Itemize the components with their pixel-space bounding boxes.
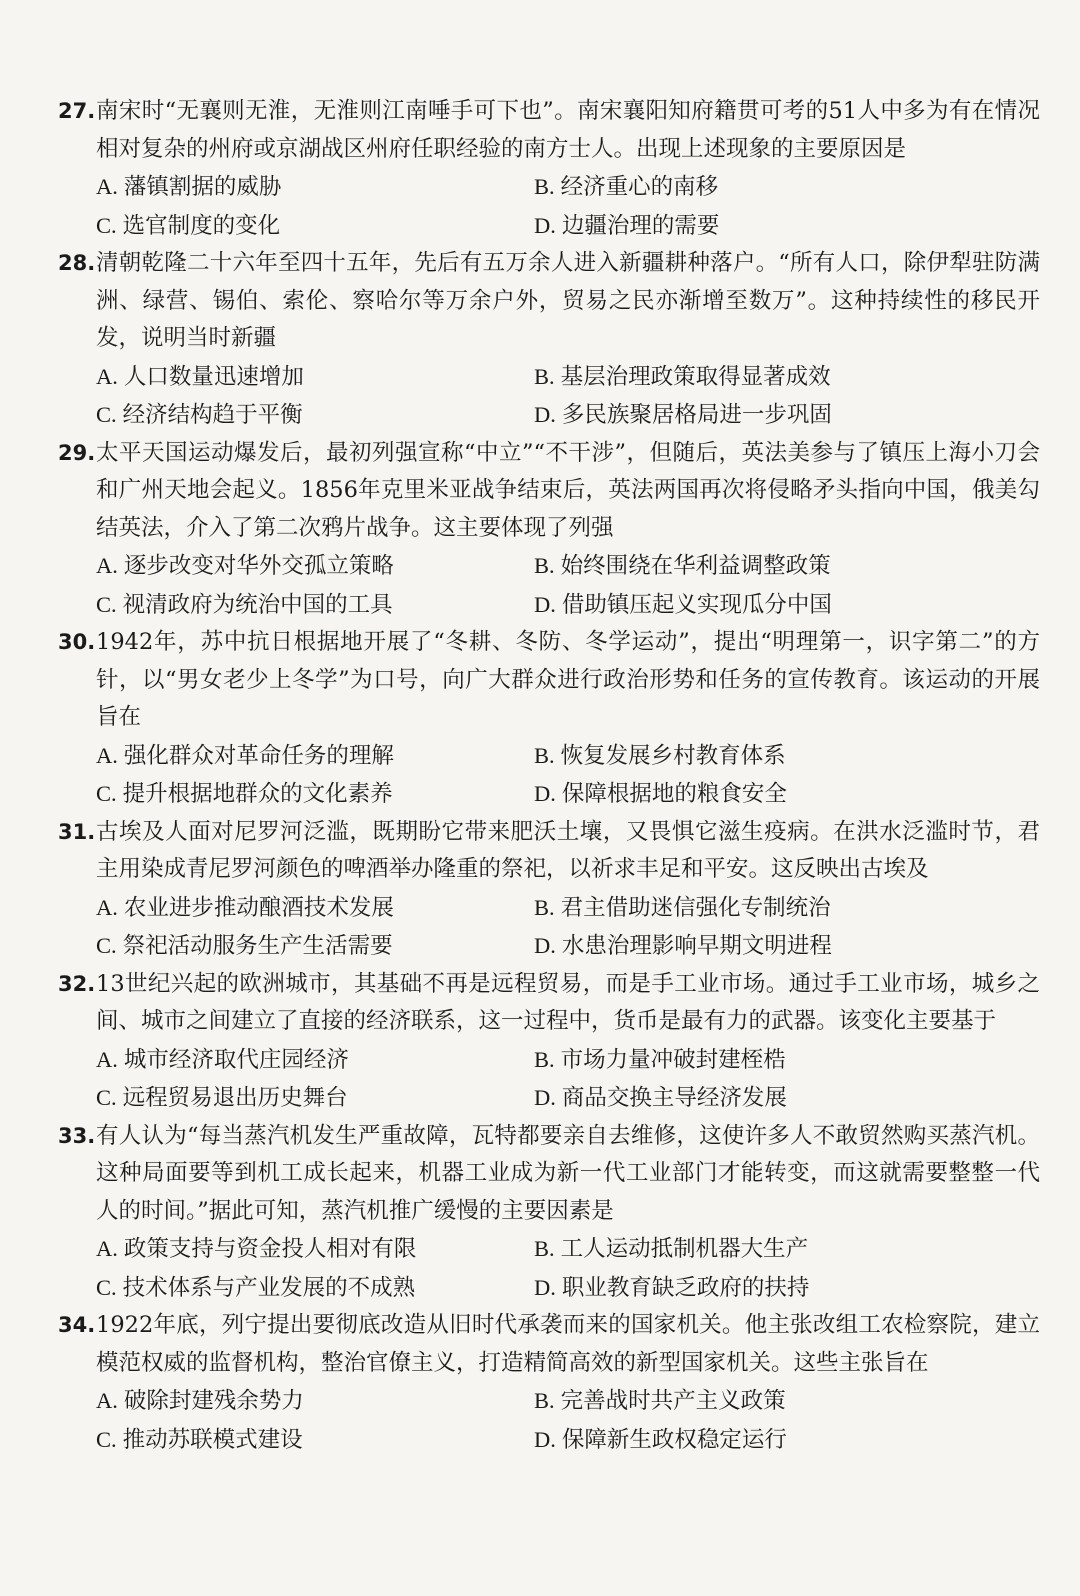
question-stem	[58, 624, 1040, 737]
option-letter: D.	[534, 933, 556, 958]
question-stem	[58, 1307, 1040, 1382]
question-text: 1942年，苏中抗日根据地开展了“冬耕、冬防、冬学运动”，提出“明理第一，识字第二”的方针，以“男女老少上冬学”为口号，向广大群众进行政治形势和任务的宣传教育。该运动的开展旨在	[96, 629, 1040, 730]
question-number: 31.	[58, 819, 96, 844]
option-letter: B.	[534, 894, 555, 920]
option-text: 商品交换主导经济发展	[561, 1085, 787, 1111]
question-stem	[58, 93, 1040, 168]
option-letter: C.	[96, 591, 117, 617]
option-letter: C.	[96, 402, 117, 427]
option-text: 政策支持与资金投人相对有限	[123, 1236, 417, 1262]
question-stem	[58, 1118, 1040, 1231]
option-text: 强化群众对革命任务的理解	[123, 742, 394, 769]
option-letter: B.	[534, 1388, 555, 1413]
option-text: 技术体系与产业发展的不成熟	[122, 1274, 416, 1301]
answer-option[interactable]	[534, 1230, 1040, 1269]
question-text: 有人认为“每当蒸汽机发生严重故障，瓦特都要亲自去维修，这使许多人不敢贸然购买蒸汽机。这种局面要等到机工成长起来，机器工业成为新一代工业部门才能转变，而这就需要整整一代人的时间。”据此可知，蒸汽机推广缓慢的主要因素是	[96, 1122, 1040, 1224]
answer-option[interactable]	[96, 889, 534, 928]
option-letter: A.	[96, 1236, 118, 1261]
option-letter: A.	[96, 174, 118, 199]
answer-option[interactable]	[96, 775, 534, 814]
option-letter: B.	[534, 1236, 555, 1261]
answer-option[interactable]	[96, 1230, 534, 1269]
question-text: 13世纪兴起的欧洲城市，其基础不再是远程贸易，而是手工业市场。通过手工业市场，城乡之间、城市之间建立了直接的经济联系，这一过程中，货币是最有力的武器。该变化主要基于	[96, 970, 1040, 1034]
option-letter: C.	[96, 933, 117, 958]
option-letter: D.	[534, 402, 556, 427]
answer-option[interactable]	[534, 889, 1040, 928]
option-letter: C.	[96, 1085, 117, 1110]
answer-option[interactable]	[534, 1079, 1040, 1118]
question-number: 33.	[58, 1123, 96, 1148]
question-stem	[58, 814, 1040, 889]
question-30	[58, 624, 1040, 814]
answer-option[interactable]	[534, 775, 1040, 814]
question-number: 28.	[58, 251, 96, 275]
option-list	[58, 358, 1040, 435]
option-letter: A.	[96, 1388, 118, 1413]
question-28	[58, 245, 1040, 435]
option-text: 市场力量冲破封建桎梏	[560, 1046, 786, 1073]
option-text: 工人运动抵制机器大生产	[560, 1236, 809, 1262]
question-number: 29.	[58, 440, 96, 465]
option-text: 祭祀活动服务生产生活需要	[122, 933, 393, 959]
answer-option[interactable]	[534, 927, 1040, 966]
option-text: 保障根据地的粮食安全	[561, 781, 787, 807]
option-text: 提升根据地群众的文化素养	[122, 781, 393, 807]
question-32	[58, 966, 1040, 1118]
option-text: 城市经济取代庄园经济	[123, 1046, 349, 1073]
option-text: 君主借助迷信强化专制统治	[560, 894, 831, 921]
question-34	[58, 1307, 1040, 1459]
option-text: 完善战时共产主义政策	[560, 1388, 786, 1414]
answer-option[interactable]	[534, 207, 1040, 246]
option-list	[58, 737, 1040, 814]
answer-option[interactable]	[96, 168, 534, 207]
option-letter: A.	[96, 363, 118, 389]
option-text: 职业教育缺乏政府的扶持	[561, 1274, 810, 1301]
answer-option[interactable]	[96, 737, 534, 776]
question-text: 清朝乾隆二十六年至四十五年，先后有五万余人进入新疆耕种落户。“所有人口，除伊犁驻防满洲、绿营、锡伯、索伦、察哈尔等万余户外，贸易之民亦渐增至数万”。这种持续性的移民开发，说明当时新疆	[96, 250, 1040, 351]
exam-page	[58, 93, 1040, 1459]
answer-option[interactable]	[534, 1269, 1040, 1308]
option-list	[58, 168, 1040, 245]
option-text: 藩镇割据的威胁	[123, 174, 282, 200]
option-letter: D.	[534, 1085, 556, 1110]
answer-option[interactable]	[96, 1041, 534, 1080]
option-letter: C.	[96, 1426, 117, 1452]
answer-option[interactable]	[534, 737, 1040, 776]
question-stem	[58, 435, 1040, 548]
question-number: 32.	[58, 971, 96, 996]
question-number: 34.	[58, 1313, 96, 1337]
question-number: 27.	[58, 99, 96, 123]
answer-option[interactable]	[534, 1382, 1040, 1421]
answer-option[interactable]	[96, 1079, 534, 1118]
answer-option[interactable]	[96, 1382, 534, 1421]
option-list	[58, 1041, 1040, 1118]
option-text: 借助镇压起义实现瓜分中国	[561, 591, 832, 618]
option-letter: B.	[534, 742, 555, 768]
question-text: 古埃及人面对尼罗河泛滥，既期盼它带来肥沃土壤，又畏惧它滋生疫病。在洪水泛滥时节，君主用染成青尼罗河颜色的啤酒举办隆重的祭祀，以祈求丰足和平安。这反映出古埃及	[96, 818, 1040, 882]
option-text: 基层治理政策取得显著成效	[560, 363, 831, 390]
answer-option[interactable]	[96, 547, 534, 586]
option-letter: A.	[96, 894, 118, 920]
answer-option[interactable]	[534, 396, 1040, 435]
option-text: 人口数量迅速增加	[123, 363, 304, 390]
answer-option[interactable]	[96, 1269, 534, 1308]
option-letter: B.	[534, 1046, 555, 1072]
question-number: 30.	[58, 630, 96, 654]
option-text: 始终围绕在华利益调整政策	[560, 553, 831, 579]
option-text: 视清政府为统治中国的工具	[122, 591, 393, 618]
option-list	[58, 547, 1040, 624]
option-letter: B.	[534, 553, 555, 578]
question-29	[58, 435, 1040, 625]
question-text: 南宋时“无襄则无淮，无淮则江南唾手可下也”。南宋襄阳知府籍贯可考的51人中多为有在情况相对复杂的州府或京湖战区州府任职经验的南方士人。出现上述现象的主要原因是	[96, 98, 1040, 162]
option-letter: A.	[96, 1046, 118, 1072]
option-text: 破除封建残余势力	[123, 1388, 304, 1414]
option-letter: A.	[96, 553, 118, 578]
option-letter: B.	[534, 363, 555, 389]
answer-option[interactable]	[534, 168, 1040, 207]
option-text: 农业进步推动酿酒技术发展	[123, 894, 394, 921]
option-list	[58, 889, 1040, 966]
option-text: 经济重心的南移	[560, 174, 719, 200]
question-stem	[58, 966, 1040, 1041]
option-letter: B.	[534, 174, 555, 199]
option-letter: D.	[534, 212, 556, 238]
option-letter: C.	[96, 781, 117, 806]
answer-option[interactable]	[96, 586, 534, 625]
answer-option[interactable]	[96, 207, 534, 246]
option-text: 推动苏联模式建设	[122, 1426, 303, 1453]
answer-option[interactable]	[96, 396, 534, 435]
option-text: 逐步改变对华外交孤立策略	[123, 553, 394, 579]
option-list	[58, 1230, 1040, 1307]
answer-option[interactable]	[96, 1421, 534, 1460]
question-27	[58, 93, 1040, 245]
answer-option[interactable]	[96, 358, 534, 397]
option-letter: D.	[534, 1274, 556, 1300]
option-text: 边疆治理的需要	[561, 212, 720, 239]
question-text: 1922年底，列宁提出要彻底改造从旧时代承袭而来的国家机关。他主张改组工农检察院，建立模范权威的监督机构，整治官僚主义，打造精简高效的新型国家机关。这些主张旨在	[96, 1312, 1040, 1376]
answer-option[interactable]	[534, 547, 1040, 586]
option-letter: A.	[96, 742, 118, 768]
answer-option[interactable]	[534, 1041, 1040, 1080]
option-text: 恢复发展乡村教育体系	[560, 742, 786, 769]
option-letter: D.	[534, 591, 556, 617]
option-list	[58, 1382, 1040, 1459]
option-text: 水患治理影响早期文明进程	[561, 933, 832, 959]
answer-option[interactable]	[96, 927, 534, 966]
answer-option[interactable]	[534, 586, 1040, 625]
question-31	[58, 814, 1040, 966]
option-letter: C.	[96, 212, 117, 238]
answer-option[interactable]	[534, 1421, 1040, 1460]
option-letter: D.	[534, 1426, 556, 1452]
option-text: 选官制度的变化	[122, 212, 281, 239]
question-stem	[58, 245, 1040, 358]
question-33	[58, 1118, 1040, 1308]
option-letter: C.	[96, 1274, 117, 1300]
option-letter: D.	[534, 781, 556, 806]
option-text: 经济结构趋于平衡	[122, 402, 303, 428]
question-text: 太平天国运动爆发后，最初列强宣称“中立”“不干涉”，但随后，英法美参与了镇压上海小刀会和广州天地会起义。1856年克里米亚战争结束后，英法两国再次将侵略矛头指向中国，俄美勾结英法，介入了第二次鸦片战争。这主要体现了列强	[96, 439, 1040, 541]
option-text: 远程贸易退出历史舞台	[122, 1085, 348, 1111]
answer-option[interactable]	[534, 358, 1040, 397]
option-text: 多民族聚居格局进一步巩固	[561, 402, 832, 428]
option-text: 保障新生政权稳定运行	[561, 1426, 787, 1453]
